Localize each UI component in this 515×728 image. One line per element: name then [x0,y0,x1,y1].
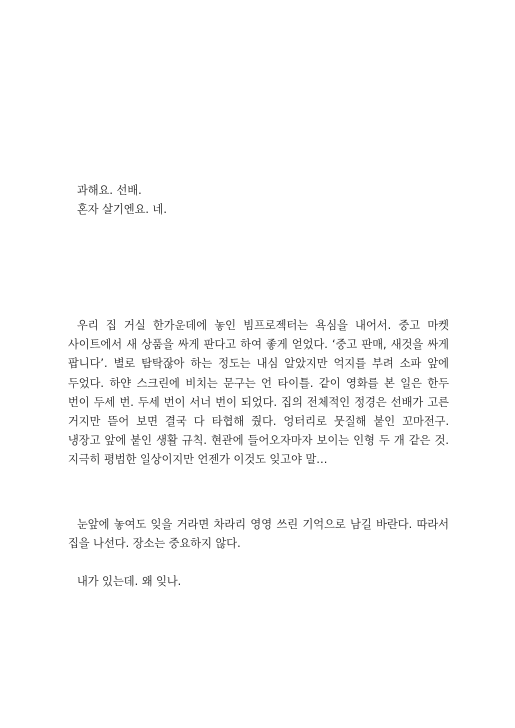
paragraph-text: 우리 집 거실 한가운데에 놓인 빔프로젝터는 욕심을 내어서. 중고 마켓 사이트에서 새 상품을 싸게 판다고 하여 좋게 얻었다. ‘중고 판매, 새것을 싸게 팝니다’. 별로 탐탁잖아 하는 정도는 내심 알았지만 억지를 부려 소파 앞에 두었다. 하얀 스크린에 비치는 문구는 언 타이틀. 같이 영화를 본 일은 한두 번이 두세 번. 두세 번이 서너 번이 되었다. 집의 전체적인 정경은 선배가 고른 거지만 뜯어 보면 결국 다 타협해 줬다. 엉터리로 뭇질해 붙인 꼬마전구. 냉장고 앞에 붙인 생활 규칙. 현관에 들어오자마자 보이는 인형 두 개 같은 것. 지극히 평범한 일상이지만 언젠가 이것도 잊고야 말… [68,319,449,467]
paragraph-text: 눈앞에 놓여도 잊을 거라면 차라리 영영 쓰린 기억으로 남길 바란다. 따라서 집을 나선다. 장소는 중요하지 않다. [68,518,449,551]
body-paragraph [68,572,449,591]
body-paragraph [68,316,449,470]
body-paragraph [68,515,449,553]
dialogue-block [68,181,468,219]
paragraph-text: 내가 있는데. 왜 잊나. [77,575,182,588]
dialogue-line: 혼자 살기엔요. 네. [77,203,167,216]
dialogue-line: 과해요. 선배. [77,184,142,197]
